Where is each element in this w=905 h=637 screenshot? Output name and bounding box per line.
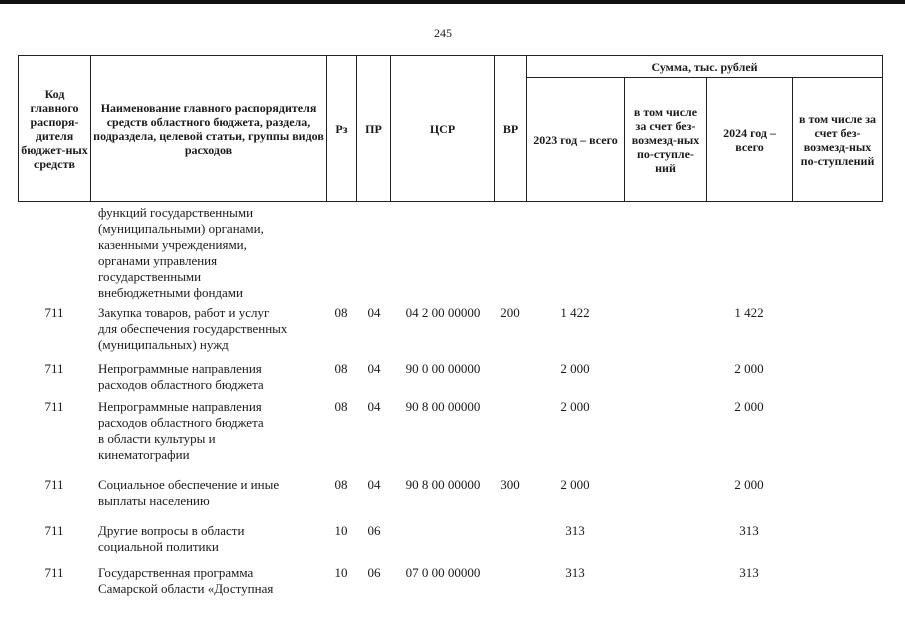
row-2023: 313 [565,565,585,580]
row-rz: 10 [334,565,348,580]
row-rz: 08 [334,361,348,376]
row-vr: 300 [500,477,520,492]
row-2024: 2 000 [734,361,764,376]
table-header [18,55,883,202]
row-pr: 04 [367,361,381,376]
row-pr: 04 [367,399,381,414]
table-row [18,399,882,473]
table-row [18,523,882,561]
row-csr: 07 0 00 00000 [405,565,481,580]
header-2024-total: 2024 год – всего [707,78,793,202]
row-name: Государственная программа Самарской области «Доступная [98,565,274,596]
header-name: Наименование главного распорядителя средств областного бюджета, раздела, подраздела, целевой статьи, группы видов расходов [91,56,327,202]
table-row [18,305,882,357]
row-csr: 04 2 00 00000 [405,305,481,320]
row-2024: 313 [739,565,759,580]
table-row [18,361,882,395]
row-pr: 06 [367,523,381,538]
row-name: Непрограммные направления расходов областного бюджета в области культуры и кинематографии [98,399,264,462]
table-row [18,565,882,601]
row-csr: 90 8 00 00000 [405,399,481,414]
header-2023-bezv: в том числе за счет без-возмезд-ных по-ступле-ний [625,78,707,202]
row-code: 711 [44,399,64,414]
header-vr: ВР [495,56,527,202]
row-code: 711 [44,565,64,580]
row-vr: 200 [500,305,520,320]
row-code: 711 [44,305,64,320]
page-number: 245 [434,26,452,40]
row-pr: 04 [367,305,381,320]
row-name: Закупка товаров, работ и услуг для обеспечения государственных (муниципальных) нужд [98,305,288,352]
table-row [18,477,882,519]
row-csr: 90 0 00 00000 [405,361,481,376]
top-rule [0,0,905,4]
row-name: Социальное обеспечение и иные выплаты населению [98,477,280,508]
row-pr: 06 [367,565,381,580]
row-name: Другие вопросы в области социальной политики [98,523,245,554]
row-rz: 08 [334,399,348,414]
header-rz: Рз [327,56,357,202]
header-2023-total: 2023 год – всего [527,78,625,202]
row-rz: 08 [334,477,348,492]
row-name: функций государственными (муниципальными) органами, казенными учреждениями, органами управления государственными внебюджетными фондами [98,205,264,300]
row-2023: 2 000 [560,361,590,376]
row-rz: 10 [334,523,348,538]
row-2023: 1 422 [560,305,590,320]
row-2023: 2 000 [560,477,590,492]
row-2023: 2 000 [560,399,590,414]
row-2024: 313 [739,523,759,538]
row-csr: 90 8 00 00000 [405,477,481,492]
row-2024: 2 000 [734,477,764,492]
row-code: 711 [44,523,64,538]
header-code: Код главного распоря-дителя бюджет-ных средств [19,56,91,202]
header-csr: ЦСР [391,56,495,202]
row-2024: 2 000 [734,399,764,414]
row-code: 711 [44,361,64,376]
header-pr: ПР [357,56,391,202]
table-row [18,205,882,303]
row-name: Непрограммные направления расходов областного бюджета [98,361,264,392]
row-2023: 313 [565,523,585,538]
header-2024-bezv: в том числе за счет без-возмезд-ных по-ступлений [793,78,883,202]
row-2024: 1 422 [734,305,764,320]
row-code: 711 [44,477,64,492]
row-pr: 04 [367,477,381,492]
header-sum: Сумма, тыс. рублей [527,56,883,78]
row-rz: 08 [334,305,348,320]
